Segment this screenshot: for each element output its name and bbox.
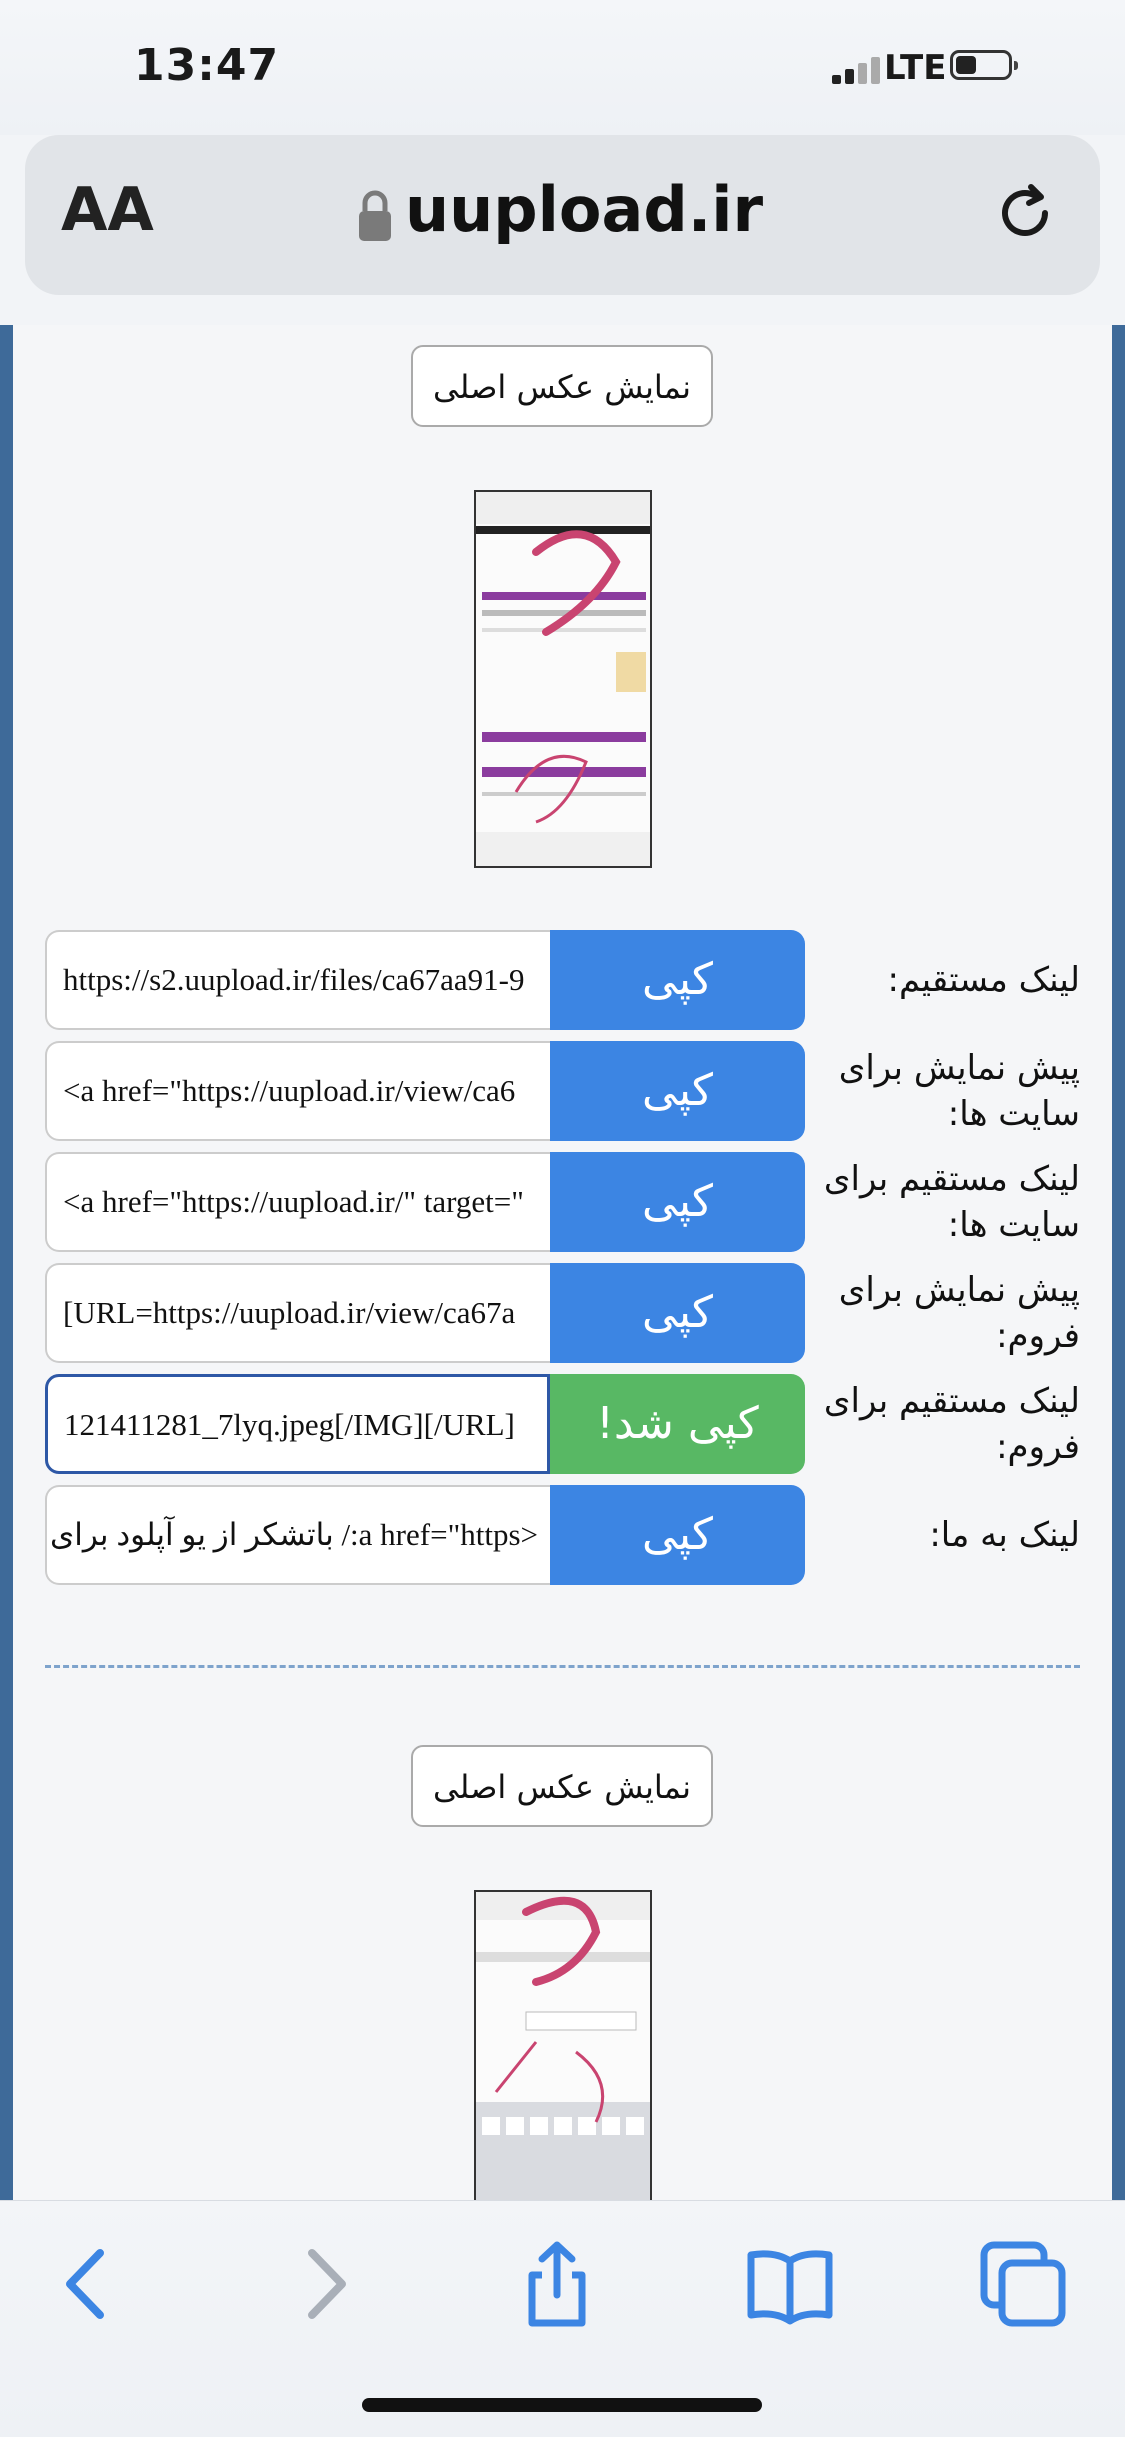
home-indicator	[362, 2398, 762, 2412]
link-row-direct	[45, 930, 1080, 1030]
link-row-forum-direct	[45, 1374, 1080, 1474]
address-bar[interactable]	[25, 135, 1100, 295]
text-size-button[interactable]: AA	[61, 175, 154, 245]
book-icon[interactable]	[745, 2239, 835, 2329]
copy-button[interactable]: کپی	[550, 1041, 805, 1141]
section-divider	[45, 1665, 1080, 1668]
thumbnail-preview	[476, 492, 652, 868]
image-thumbnail[interactable]	[474, 1890, 652, 2200]
link-row-link-to-us	[45, 1485, 1080, 1585]
thumbnail-preview	[476, 1892, 652, 2200]
row-label: پیش نمایش برای سایت ها:	[838, 1048, 1080, 1134]
link-to-us-field[interactable]: <a href="https:/ باتشکر از یو آپلود برای	[45, 1485, 550, 1585]
signal-icon	[832, 56, 880, 84]
copied-button[interactable]: کپی شد!	[550, 1374, 805, 1474]
tabs-icon[interactable]	[978, 2239, 1068, 2329]
row-label: پیش نمایش برای فروم:	[838, 1270, 1080, 1356]
status-bar	[0, 0, 1125, 135]
share-icon[interactable]	[512, 2239, 602, 2329]
link-row-forum-preview	[45, 1263, 1080, 1363]
link-row-site-preview	[45, 1041, 1080, 1141]
forward-icon[interactable]	[280, 2239, 370, 2329]
lock-icon	[357, 187, 393, 243]
site-direct-field[interactable]: <a href="https://uupload.ir/" target="	[45, 1152, 550, 1252]
link-row-site-direct	[45, 1152, 1080, 1252]
copy-button[interactable]: کپی	[550, 1485, 805, 1585]
forum-direct-field[interactable]: 121411281_7lyq.jpeg[/IMG][/URL]	[45, 1374, 550, 1474]
row-label: لینک مستقیم برای فروم:	[823, 1381, 1080, 1467]
row-label: لینک به ما:	[929, 1515, 1080, 1555]
reload-icon[interactable]	[995, 181, 1059, 245]
status-time: 13:47	[134, 40, 280, 91]
show-original-button[interactable]: نمایش عکس اصلی	[411, 1745, 713, 1827]
direct-link-field[interactable]: https://s2.uupload.ir/files/ca67aa91-9	[45, 930, 550, 1030]
battery-icon	[950, 50, 1012, 80]
copy-button[interactable]: کپی	[550, 1152, 805, 1252]
url-domain[interactable]: uupload.ir	[405, 173, 764, 246]
image-thumbnail[interactable]	[474, 490, 652, 868]
network-label: LTE	[884, 48, 947, 88]
forum-preview-field[interactable]: [URL=https://uupload.ir/view/ca67a	[45, 1263, 550, 1363]
copy-button[interactable]: کپی	[550, 930, 805, 1030]
show-original-button[interactable]: نمایش عکس اصلی	[411, 345, 713, 427]
copy-button[interactable]: کپی	[550, 1263, 805, 1363]
row-label: لینک مستقیم برای سایت ها:	[823, 1159, 1080, 1245]
page-content	[0, 325, 1125, 2200]
back-icon[interactable]	[42, 2239, 132, 2329]
site-preview-field[interactable]: <a href="https://uupload.ir/view/ca6	[45, 1041, 550, 1141]
row-label: لینک مستقیم:	[887, 960, 1080, 1000]
